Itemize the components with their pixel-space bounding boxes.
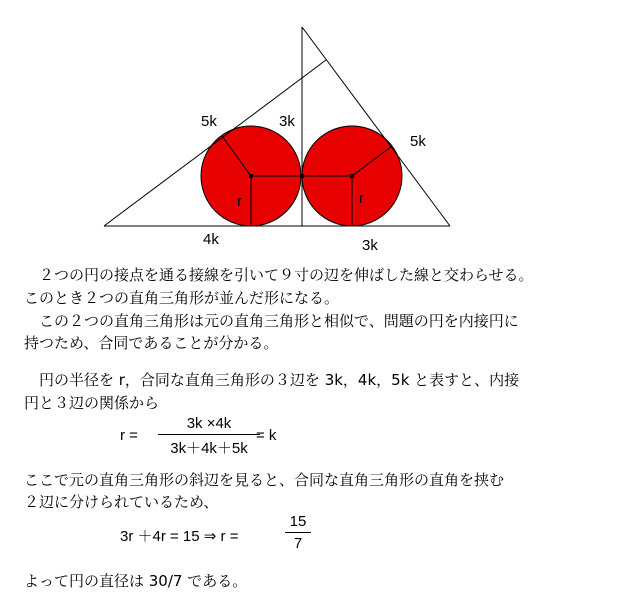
paragraph-line-5: 円の半径を r，合同な直角三角形の３辺を 3k，4k，5k と表すと、内接 <box>24 371 520 389</box>
right-center-marker <box>350 174 354 178</box>
label-radius-left: r <box>237 193 242 210</box>
paragraph-line-6: 円と３辺の関係から <box>24 394 160 412</box>
paragraph-line-2: このとき２つの直角三角形が並んだ形になる。 <box>24 289 340 307</box>
label-vertical: 3k <box>279 113 295 130</box>
paragraph-line-1: ２つの円の接点を通る接線を引いて９寸の辺を伸ばした線と交わらせる。 <box>24 266 534 284</box>
label-bottom-right: 3k <box>362 237 378 254</box>
label-bottom-left: 4k <box>203 231 219 248</box>
equation-1-lhs: r = <box>120 427 138 444</box>
paragraph-line-7: ここで元の直角三角形の斜辺を見ると、合同な直角三角形の直角を挟む <box>24 471 505 489</box>
label-hyp-right: 5k <box>410 133 426 150</box>
left-center-marker <box>249 174 253 178</box>
label-radius-right: r <box>359 190 364 207</box>
equation-2-numerator: 15 <box>289 513 307 530</box>
equation-1-numerator: 3k ×4k <box>186 415 232 432</box>
equation-2-lhs: 3r ＋4r = 15 ⇒ r = <box>120 528 239 545</box>
paragraph-line-4: 持つため、合同であることが分かる。 <box>24 334 279 352</box>
equation-1-rhs: = k <box>256 427 277 444</box>
label-hyp-left: 5k <box>201 113 217 130</box>
equation-2-fraction <box>285 513 311 552</box>
equation-1-denominator: 3k＋4k＋5k <box>170 440 248 457</box>
equation-1-fraction <box>158 415 260 458</box>
tangent-marker <box>300 174 304 178</box>
paragraph-line-9: よって円の直径は 30/7 である。 <box>24 572 248 590</box>
geometry-figure <box>0 0 618 260</box>
paragraph-line-8: ２辺に分けられているため、 <box>24 493 219 511</box>
equation-2-denominator: 7 <box>293 535 303 552</box>
paragraph-line-3: この２つの直角三角形は元の直角三角形と相似で、問題の円を内接円に <box>24 312 519 330</box>
